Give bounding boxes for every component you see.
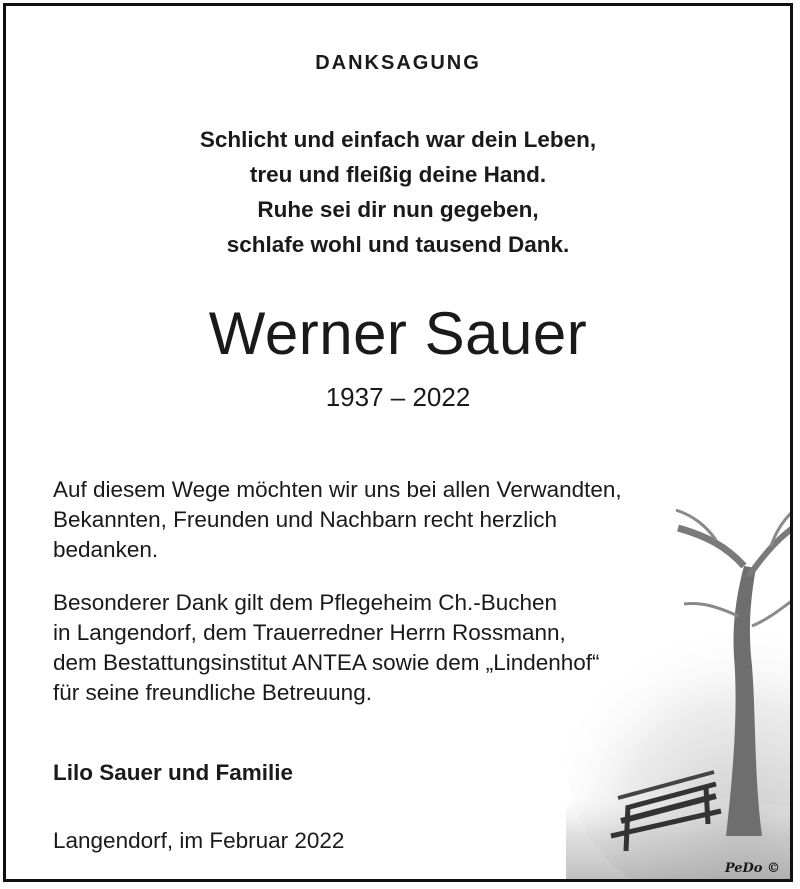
text-line: in Langendorf, dem Trauerredner Herrn Rossmann,	[53, 620, 566, 645]
place-date: Langendorf, im Februar 2022	[53, 828, 345, 853]
text-line: Auf diesem Wege möchten wir uns bei allen Verwandten,	[53, 477, 622, 502]
text-line: bedanken.	[53, 537, 159, 562]
artist-credit: PeDo ©	[724, 861, 780, 876]
life-dates: 1937 – 2022	[325, 382, 471, 412]
text-line: für seine freundliche Betreuung.	[53, 680, 372, 705]
text-line: Bekannten, Freunden und Nachbarn recht herzlich	[53, 507, 558, 532]
text-line: Besonderer Dank gilt dem Pflegeheim Ch.-Buchen	[53, 590, 558, 615]
poem	[6, 122, 790, 262]
poem-line: schlafe wohl und tausend Dank.	[226, 232, 570, 257]
signer: Lilo Sauer und Familie	[53, 760, 294, 785]
thanks-paragraph	[53, 475, 622, 565]
obituary-card	[3, 3, 793, 882]
text-line: dem Bestattungsinstitut ANTEA sowie dem „Lindenhof“	[53, 650, 600, 675]
special-thanks-paragraph	[53, 588, 600, 708]
notice-title: DANKSAGUNG	[315, 52, 481, 74]
poem-line: treu und fleißig deine Hand.	[249, 162, 547, 187]
poem-line: Schlicht und einfach war dein Leben,	[199, 127, 597, 152]
poem-line: Ruhe sei dir nun gegeben,	[257, 197, 539, 222]
deceased-name: Werner Sauer	[208, 300, 588, 367]
